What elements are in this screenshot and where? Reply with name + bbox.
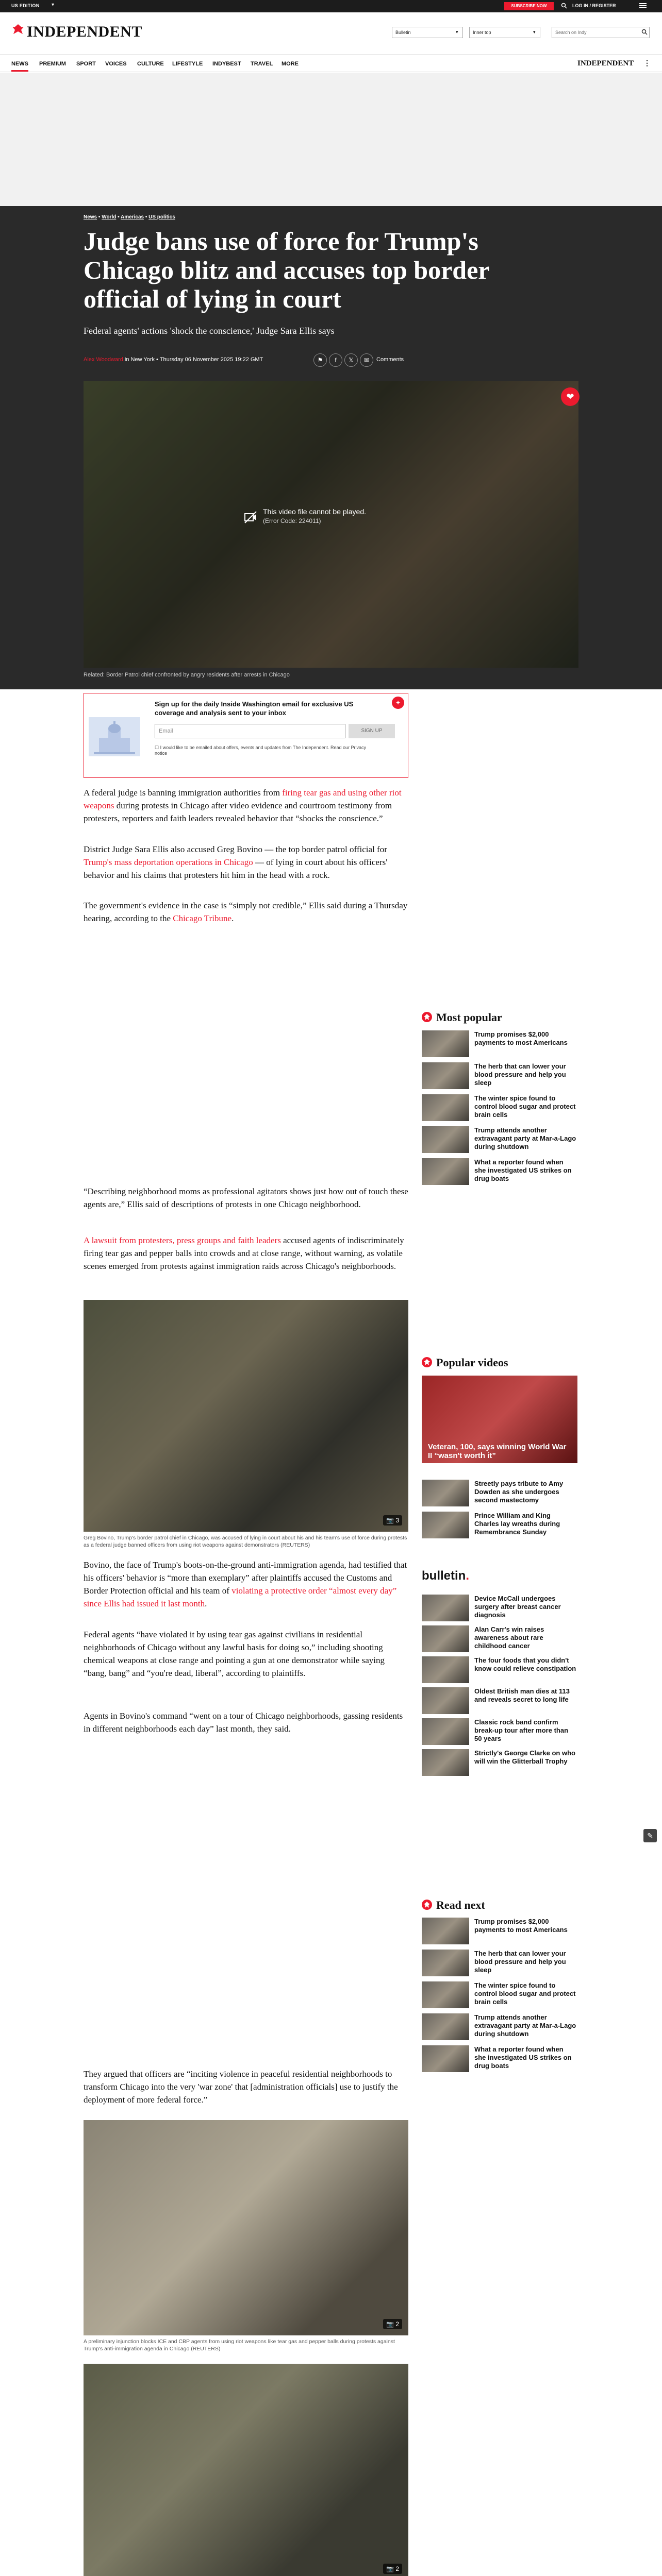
bulletin-logo[interactable]: bulletin. <box>422 1569 469 1583</box>
standfirst: Federal agents' actions 'shock the conscience,' Judge Sara Ellis says <box>84 326 335 336</box>
chevron-down-icon: ▾ <box>533 29 536 35</box>
search-icon[interactable] <box>641 29 648 35</box>
list-item[interactable]: What a reporter found when she investigated US strikes on drug boats <box>422 2045 577 2074</box>
eagle-icon <box>422 1012 432 1022</box>
twitter-icon[interactable]: 𝕏 <box>344 353 358 367</box>
video-item[interactable]: Streetly pays tribute to Amy Dowden as she undergoes second mastectomy <box>422 1480 577 1509</box>
site-search-input[interactable]: Search on Indy <box>552 27 650 38</box>
bulletin-item[interactable]: Device McCall undergoes surgery after breast cancer diagnosis <box>422 1595 577 1623</box>
facebook-icon[interactable]: f <box>329 353 342 367</box>
eagle-logo-icon[interactable] <box>11 23 25 36</box>
article-image[interactable] <box>84 1300 408 1532</box>
more-options-icon[interactable]: ⋮ <box>643 59 651 67</box>
comments-icon[interactable]: ✉ <box>360 353 373 367</box>
inline-link[interactable]: Trump's mass deportation operations in Chicago <box>84 857 253 867</box>
thumbnail <box>422 1981 469 2008</box>
thumbnail <box>422 1656 469 1683</box>
paragraph: Federal agents “have violated it by using tear gas against civilians in residential neighborhoods of Chicago without any lawful basis for doing so,” including shooting chemical weapons at close range and pointing a gun at one demonstrator while saying “bang, bang” and “you're dead, liberal”, according to plaintiffs. <box>84 1630 385 1678</box>
video-error-icon <box>243 510 258 524</box>
article-image[interactable] <box>84 2120 408 2335</box>
nav-travel[interactable]: TRAVEL <box>251 61 273 67</box>
edition-selector[interactable]: US EDITION <box>11 3 40 8</box>
newsletter-title: Sign up for the daily Inside Washington email for exclusive US coverage and analysis sent to your inbox <box>155 700 354 717</box>
list-item[interactable]: Trump attends another extravagant party at Mar-a-Lago during shutdown <box>422 2013 577 2042</box>
signup-button[interactable]: SIGN UP <box>349 724 395 738</box>
list-item[interactable]: The winter spice found to control blood sugar and protect brain cells <box>422 1094 577 1123</box>
thumbnail <box>422 1512 469 1538</box>
paragraph: “Describing neighborhood moms as professional agitators shows just how out of touch these agents are,” Ellis said of descriptions of protests in one Chicago neighborhood. <box>84 1187 408 1209</box>
thumbnail <box>422 1595 469 1621</box>
nav-small-logo[interactable]: INDEPENDENT <box>577 59 634 67</box>
image-caption: Greg Bovino, Trump's border patrol chief in Chicago, was accused of lying in court about his and his team's use of force during protests as a federal judge banned officers from using riot weapons against demonstrators (REUTERS) <box>84 1535 407 1548</box>
thumbnail <box>422 1687 469 1714</box>
thumbnail <box>422 1918 469 1944</box>
search-icon[interactable] <box>561 3 567 9</box>
gallery-count[interactable]: 📷 2 <box>383 2319 402 2329</box>
author-link[interactable]: Alex Woodward <box>84 357 123 363</box>
nav-lifestyle[interactable]: LIFESTYLE <box>172 61 203 67</box>
video-item[interactable]: Prince William and King Charles lay wreaths during Remembrance Sunday <box>422 1512 577 1540</box>
popular-videos-heading: Popular videos <box>436 1356 508 1369</box>
article-image[interactable] <box>84 2364 408 2576</box>
hero-caption: Related: Border Patrol chief confronted by angry residents after arrests in Chicago <box>84 672 290 678</box>
newsletter-consent[interactable]: ☐ I would like to be emailed about offers, events and updates from The Independent. Read our Privacy notice <box>155 745 366 756</box>
thumbnail <box>422 2013 469 2040</box>
bookmark-button[interactable]: ❤ <box>561 387 580 406</box>
paragraph: A federal judge is banning immigration authorities from firing tear gas and using other riot weapons during protests in Chicago after video evidence and courtroom testimony from protesters, reporters and faith leaders revealed behavior that “shocks the conscience.” <box>84 788 402 823</box>
gallery-count[interactable]: 📷 2 <box>383 2564 402 2574</box>
bulletin-item[interactable]: Oldest British man dies at 113 and reveals secret to long life <box>422 1687 577 1716</box>
paragraph: Bovino, the face of Trump's boots-on-the-ground anti-immigration agenda, had testified that his officers' behavior is “more than exemplary” after plaintiffs accused the Customs and Border Protection official and his team of violating a protective order “almost every day” since Ellis had issued it last month. <box>84 1560 407 1608</box>
site-logo[interactable]: INDEPENDENT <box>27 23 142 40</box>
article-figure <box>84 1300 408 1549</box>
list-item[interactable]: The herb that can lower your blood pressure and help you sleep <box>422 1950 577 1978</box>
inline-link[interactable]: A lawsuit from protesters, press groups and faith leaders <box>84 1235 281 1245</box>
thumbnail <box>422 2045 469 2072</box>
comments-link[interactable]: Comments <box>376 357 404 363</box>
bulletin-item[interactable]: Strictly's George Clarke on who will win the Glitterball Trophy <box>422 1749 577 1778</box>
most-popular-heading: Most popular <box>436 1011 502 1024</box>
thumbnail <box>422 1718 469 1745</box>
chevron-down-icon[interactable]: ▾ <box>52 2 55 8</box>
thumbnail <box>422 1062 469 1089</box>
byline-location: in New York <box>124 357 155 363</box>
list-item[interactable]: Trump promises $2,000 payments to most Americans <box>422 1918 577 1946</box>
read-next-heading: Read next <box>436 1899 485 1911</box>
inline-link[interactable]: Chicago Tribune <box>173 913 232 923</box>
paragraph: Agents in Bovino's command “went on a tour of Chicago neighborhoods, gassing residents in different neighborhoods each day” last month, they said. <box>84 1711 403 1734</box>
breadcrumb-us-politics[interactable]: US politics <box>148 214 175 220</box>
breadcrumb-news[interactable]: News <box>84 214 97 220</box>
inline-link[interactable]: firing tear gas and using other riot weapons <box>84 788 402 810</box>
video-overlay <box>84 381 578 668</box>
thumbnail <box>422 1625 469 1652</box>
subscribe-button[interactable]: SUBSCRIBE NOW <box>504 2 554 10</box>
bookmark-share-icon[interactable]: ⚑ <box>313 353 327 367</box>
thumbnail <box>422 1094 469 1121</box>
nav-culture[interactable]: CULTURE <box>137 61 164 67</box>
capitol-illustration <box>89 717 140 756</box>
paragraph: The government's evidence in the case is “simply not credible,” Ellis said during a Thursday hearing, according to the Chicago Tribune. <box>84 901 408 923</box>
breadcrumb-world[interactable]: World <box>102 214 117 220</box>
bulletin-item[interactable]: Classic rock band confirm break-up tour after more than 50 years <box>422 1718 577 1747</box>
featured-video-title[interactable]: Veteran, 100, says winning World War II “wasn't worth it” <box>428 1443 567 1460</box>
breadcrumb-americas[interactable]: Americas <box>121 214 144 220</box>
list-item[interactable]: Trump promises $2,000 payments to most Americans <box>422 1030 577 1059</box>
nav-more[interactable]: MORE <box>282 61 299 67</box>
nav-sport[interactable]: SPORT <box>76 61 96 67</box>
list-item[interactable]: The herb that can lower your blood pressure and help you sleep <box>422 1062 577 1091</box>
inline-link[interactable]: violating a protective order “almost every day” since Ellis had issued it last month <box>84 1586 397 1608</box>
thumbnail <box>422 1950 469 1976</box>
video-error-code: (Error Code: 224011) <box>263 517 321 524</box>
publish-date: Thursday 06 November 2025 19:22 GMT <box>159 357 263 363</box>
consent-label: I would like to be emailed about offers, events and updates from The Independent. Read our Privacy notice <box>155 745 366 756</box>
thumbnail <box>422 1480 469 1506</box>
nav-voices[interactable]: VOICES <box>105 61 127 67</box>
thumbnail <box>422 1158 469 1185</box>
image-caption: A preliminary injunction blocks ICE and CBP agents from using riot weapons like tear gas and pepper balls during protests against Trump's anti-immigration agenda in Chicago (REUTERS) <box>84 2338 395 2352</box>
paragraph: A lawsuit from protesters, press groups and faith leaders accused agents of indiscriminately firing tear gas and pepper balls into crowds and at close range, without warning, as volatile scenes emerged from protests against immigration raids across Chicago's neighborhoods. <box>84 1235 404 1271</box>
article-figure <box>84 2364 408 2576</box>
ad-slot-top <box>0 73 662 206</box>
inner-top-select[interactable]: Inner top <box>469 27 540 38</box>
login-link[interactable]: LOG IN / REGISTER <box>572 3 616 8</box>
chevron-down-icon: ▾ <box>456 29 458 35</box>
nav-indybest[interactable]: INDYBEST <box>212 61 241 67</box>
thumbnail <box>422 1126 469 1153</box>
breadcrumb: News • World • Americas • US politics <box>84 214 175 220</box>
paragraph: District Judge Sara Ellis also accused Greg Bovino — the top border patrol official for Trump's mass deportation operations in Chicago — of lying in court about his officers' behavior and his claims that protesters hit him in the head with a rock. <box>84 844 388 880</box>
thumbnail <box>422 1030 469 1057</box>
eagle-badge-icon: ✦ <box>392 697 404 709</box>
list-item[interactable]: What a reporter found when she investigated US strikes on drug boats <box>422 1158 577 1187</box>
paragraph: They argued that officers are “inciting violence in peaceful residential neighborhoods to transform Chicago into the very 'war zone' that [administration officials] use to justify the deployment of more federal force.” <box>84 2069 398 2105</box>
bulletin-select[interactable]: Bulletin <box>392 27 463 38</box>
thumbnail <box>422 1749 469 1776</box>
list-item[interactable]: The winter spice found to control blood sugar and protect brain cells <box>422 1981 577 2010</box>
nav-news[interactable]: NEWS <box>11 61 28 72</box>
main-nav <box>0 55 662 72</box>
email-field[interactable]: Email <box>155 724 345 738</box>
article-figure <box>84 2120 408 2352</box>
menu-icon[interactable] <box>639 3 647 9</box>
feedback-icon[interactable]: ✎ <box>643 1829 657 1842</box>
bulletin-item[interactable]: The four foods that you didn't know could relieve constipation <box>422 1656 577 1685</box>
byline: Alex Woodward in New York • Thursday 06 November 2025 19:22 GMT <box>84 357 263 363</box>
page-title: Judge bans use of force for Trump's Chicago blitz and accuses top border official of lying in court <box>84 227 489 313</box>
eagle-icon <box>422 1900 432 1910</box>
gallery-count[interactable]: 📷 3 <box>383 1515 402 1526</box>
video-error-message: This video file cannot be played. <box>263 507 367 516</box>
list-item[interactable]: Trump attends another extravagant party at Mar-a-Lago during shutdown <box>422 1126 577 1155</box>
bulletin-item[interactable]: Alan Carr's win raises awareness about rare childhood cancer <box>422 1625 577 1654</box>
eagle-icon <box>422 1357 432 1367</box>
nav-premium[interactable]: PREMIUM <box>39 61 66 67</box>
